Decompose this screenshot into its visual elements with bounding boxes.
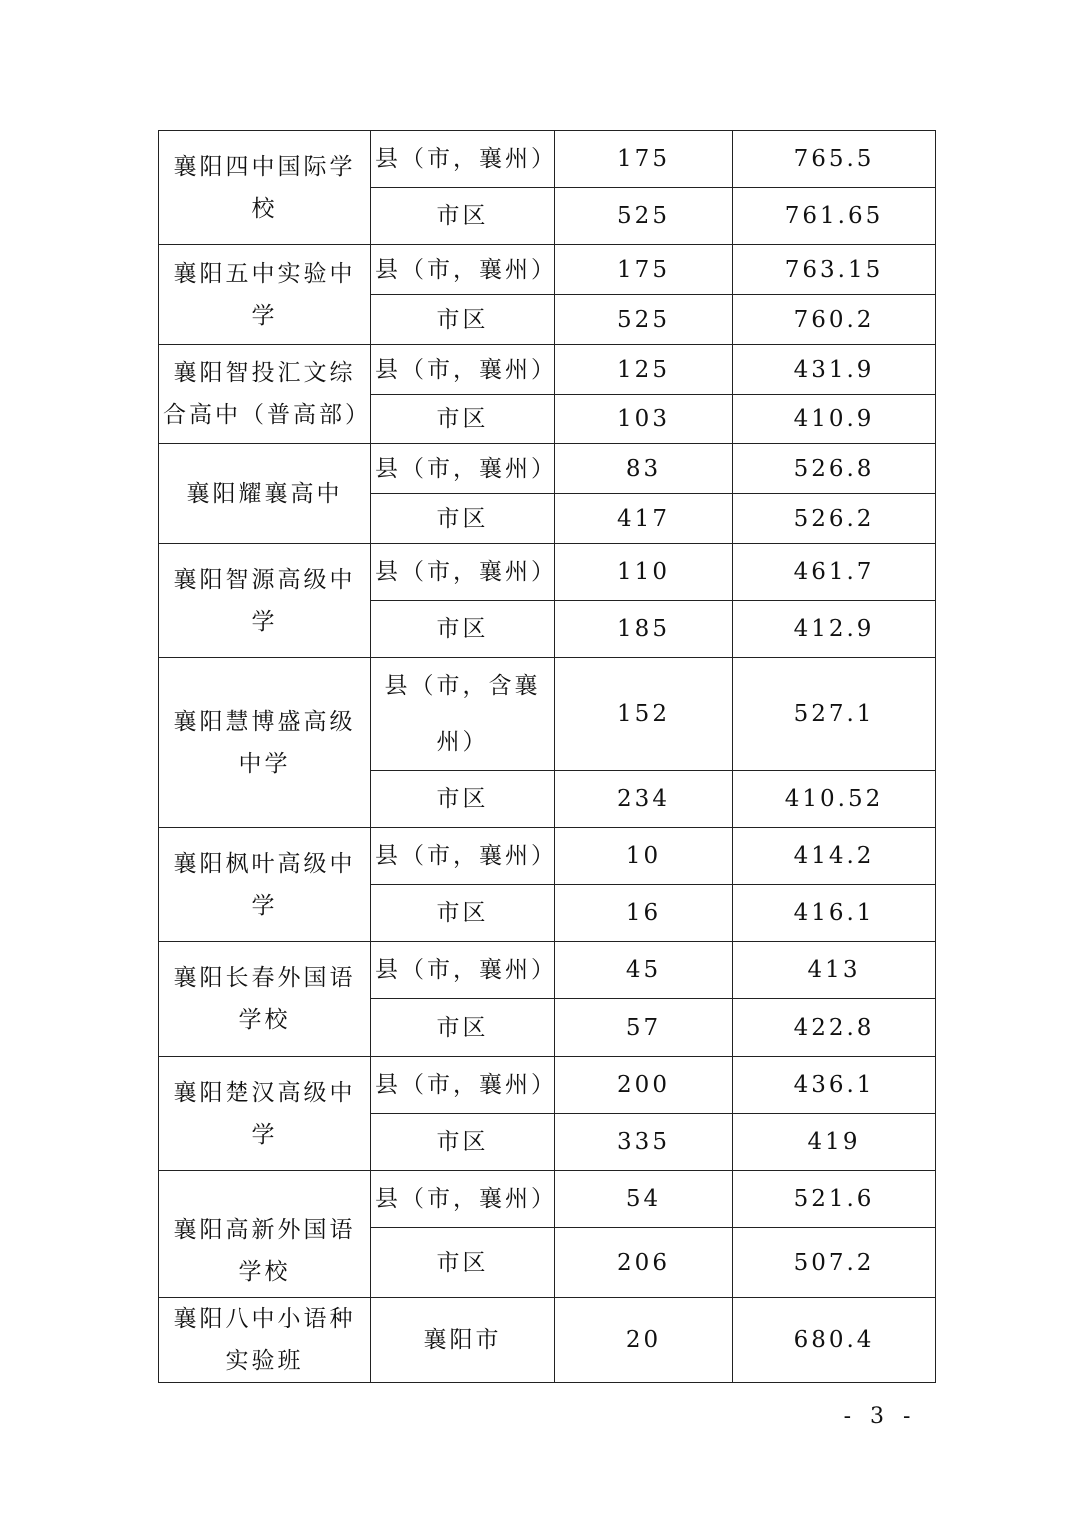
region-cell: 市区 [371, 999, 555, 1057]
quota-cell: 57 [555, 999, 733, 1057]
region-cell: 县（市，襄州） [371, 245, 555, 295]
school-name-cell: 襄阳慧博盛高级中学 [159, 658, 371, 828]
region-cell: 市区 [371, 601, 555, 658]
score-cell: 412.9 [733, 601, 936, 658]
page-number: - 3 - [843, 1404, 917, 1429]
score-cell: 416.1 [733, 885, 936, 942]
score-cell: 527.1 [733, 658, 936, 771]
school-name-cell: 襄阳耀襄高中 [159, 444, 371, 544]
region-cell: 县（市，襄州） [371, 1171, 555, 1228]
quota-cell: 20 [555, 1298, 733, 1383]
score-cell: 765.5 [733, 131, 936, 188]
school-name-cell: 襄阳高新外国语学校 [159, 1171, 371, 1298]
quota-cell: 206 [555, 1228, 733, 1298]
quota-cell: 200 [555, 1057, 733, 1114]
school-name-cell: 襄阳楚汉高级中学 [159, 1057, 371, 1171]
school-name-cell: 襄阳四中国际学校 [159, 131, 371, 245]
quota-cell: 525 [555, 188, 733, 245]
score-cell: 419 [733, 1114, 936, 1171]
region-cell: 县（市，襄州） [371, 131, 555, 188]
quota-cell: 185 [555, 601, 733, 658]
score-cell: 410.52 [733, 771, 936, 828]
score-cell: 422.8 [733, 999, 936, 1057]
quota-cell: 175 [555, 131, 733, 188]
table-row [159, 245, 936, 295]
region-cell: 县（市，襄州） [371, 1057, 555, 1114]
score-cell: 431.9 [733, 345, 936, 395]
region-cell: 县（市，襄州） [371, 345, 555, 395]
table-row [159, 544, 936, 601]
score-cell: 436.1 [733, 1057, 936, 1114]
quota-cell: 525 [555, 295, 733, 345]
table-row [159, 658, 936, 771]
table-row [159, 1171, 936, 1228]
table-row [159, 942, 936, 999]
region-cell: 市区 [371, 494, 555, 544]
region-cell: 县（市，襄州） [371, 544, 555, 601]
school-name-cell: 襄阳智源高级中学 [159, 544, 371, 658]
quota-cell: 234 [555, 771, 733, 828]
quota-cell: 16 [555, 885, 733, 942]
table-row [159, 444, 936, 494]
quota-cell: 10 [555, 828, 733, 885]
score-cell: 413 [733, 942, 936, 999]
table-row [159, 1057, 936, 1114]
table-row [159, 131, 936, 188]
score-cell: 760.2 [733, 295, 936, 345]
score-cell: 680.4 [733, 1298, 936, 1383]
score-cell: 507.2 [733, 1228, 936, 1298]
school-name-cell: 襄阳五中实验中学 [159, 245, 371, 345]
region-cell: 襄阳市 [371, 1298, 555, 1383]
school-name-cell: 襄阳长春外国语学校 [159, 942, 371, 1057]
quota-cell: 175 [555, 245, 733, 295]
region-cell: 市区 [371, 1114, 555, 1171]
quota-cell: 335 [555, 1114, 733, 1171]
quota-cell: 125 [555, 345, 733, 395]
admission-scores-table [158, 130, 936, 1383]
score-cell: 410.9 [733, 395, 936, 444]
quota-cell: 83 [555, 444, 733, 494]
quota-cell: 45 [555, 942, 733, 999]
school-name-cell: 襄阳枫叶高级中学 [159, 828, 371, 942]
region-cell: 市区 [371, 395, 555, 444]
region-cell: 市区 [371, 188, 555, 245]
school-name-cell: 襄阳八中小语种实验班 [159, 1298, 371, 1383]
region-cell: 县（市，含襄州） [371, 658, 555, 771]
table-row [159, 1298, 936, 1383]
score-cell: 461.7 [733, 544, 936, 601]
quota-cell: 110 [555, 544, 733, 601]
region-cell: 县（市，襄州） [371, 444, 555, 494]
table-row [159, 828, 936, 885]
region-cell: 市区 [371, 295, 555, 345]
region-cell: 市区 [371, 771, 555, 828]
quota-cell: 417 [555, 494, 733, 544]
quota-cell: 103 [555, 395, 733, 444]
region-cell: 市区 [371, 1228, 555, 1298]
region-cell: 县（市，襄州） [371, 828, 555, 885]
score-cell: 526.2 [733, 494, 936, 544]
table-row [159, 345, 936, 395]
score-cell: 521.6 [733, 1171, 936, 1228]
region-cell: 县（市，襄州） [371, 942, 555, 999]
score-cell: 414.2 [733, 828, 936, 885]
quota-cell: 152 [555, 658, 733, 771]
quota-cell: 54 [555, 1171, 733, 1228]
score-cell: 761.65 [733, 188, 936, 245]
score-cell: 763.15 [733, 245, 936, 295]
school-name-cell: 襄阳智投汇文综合高中（普高部） [159, 345, 371, 444]
score-cell: 526.8 [733, 444, 936, 494]
region-cell: 市区 [371, 885, 555, 942]
